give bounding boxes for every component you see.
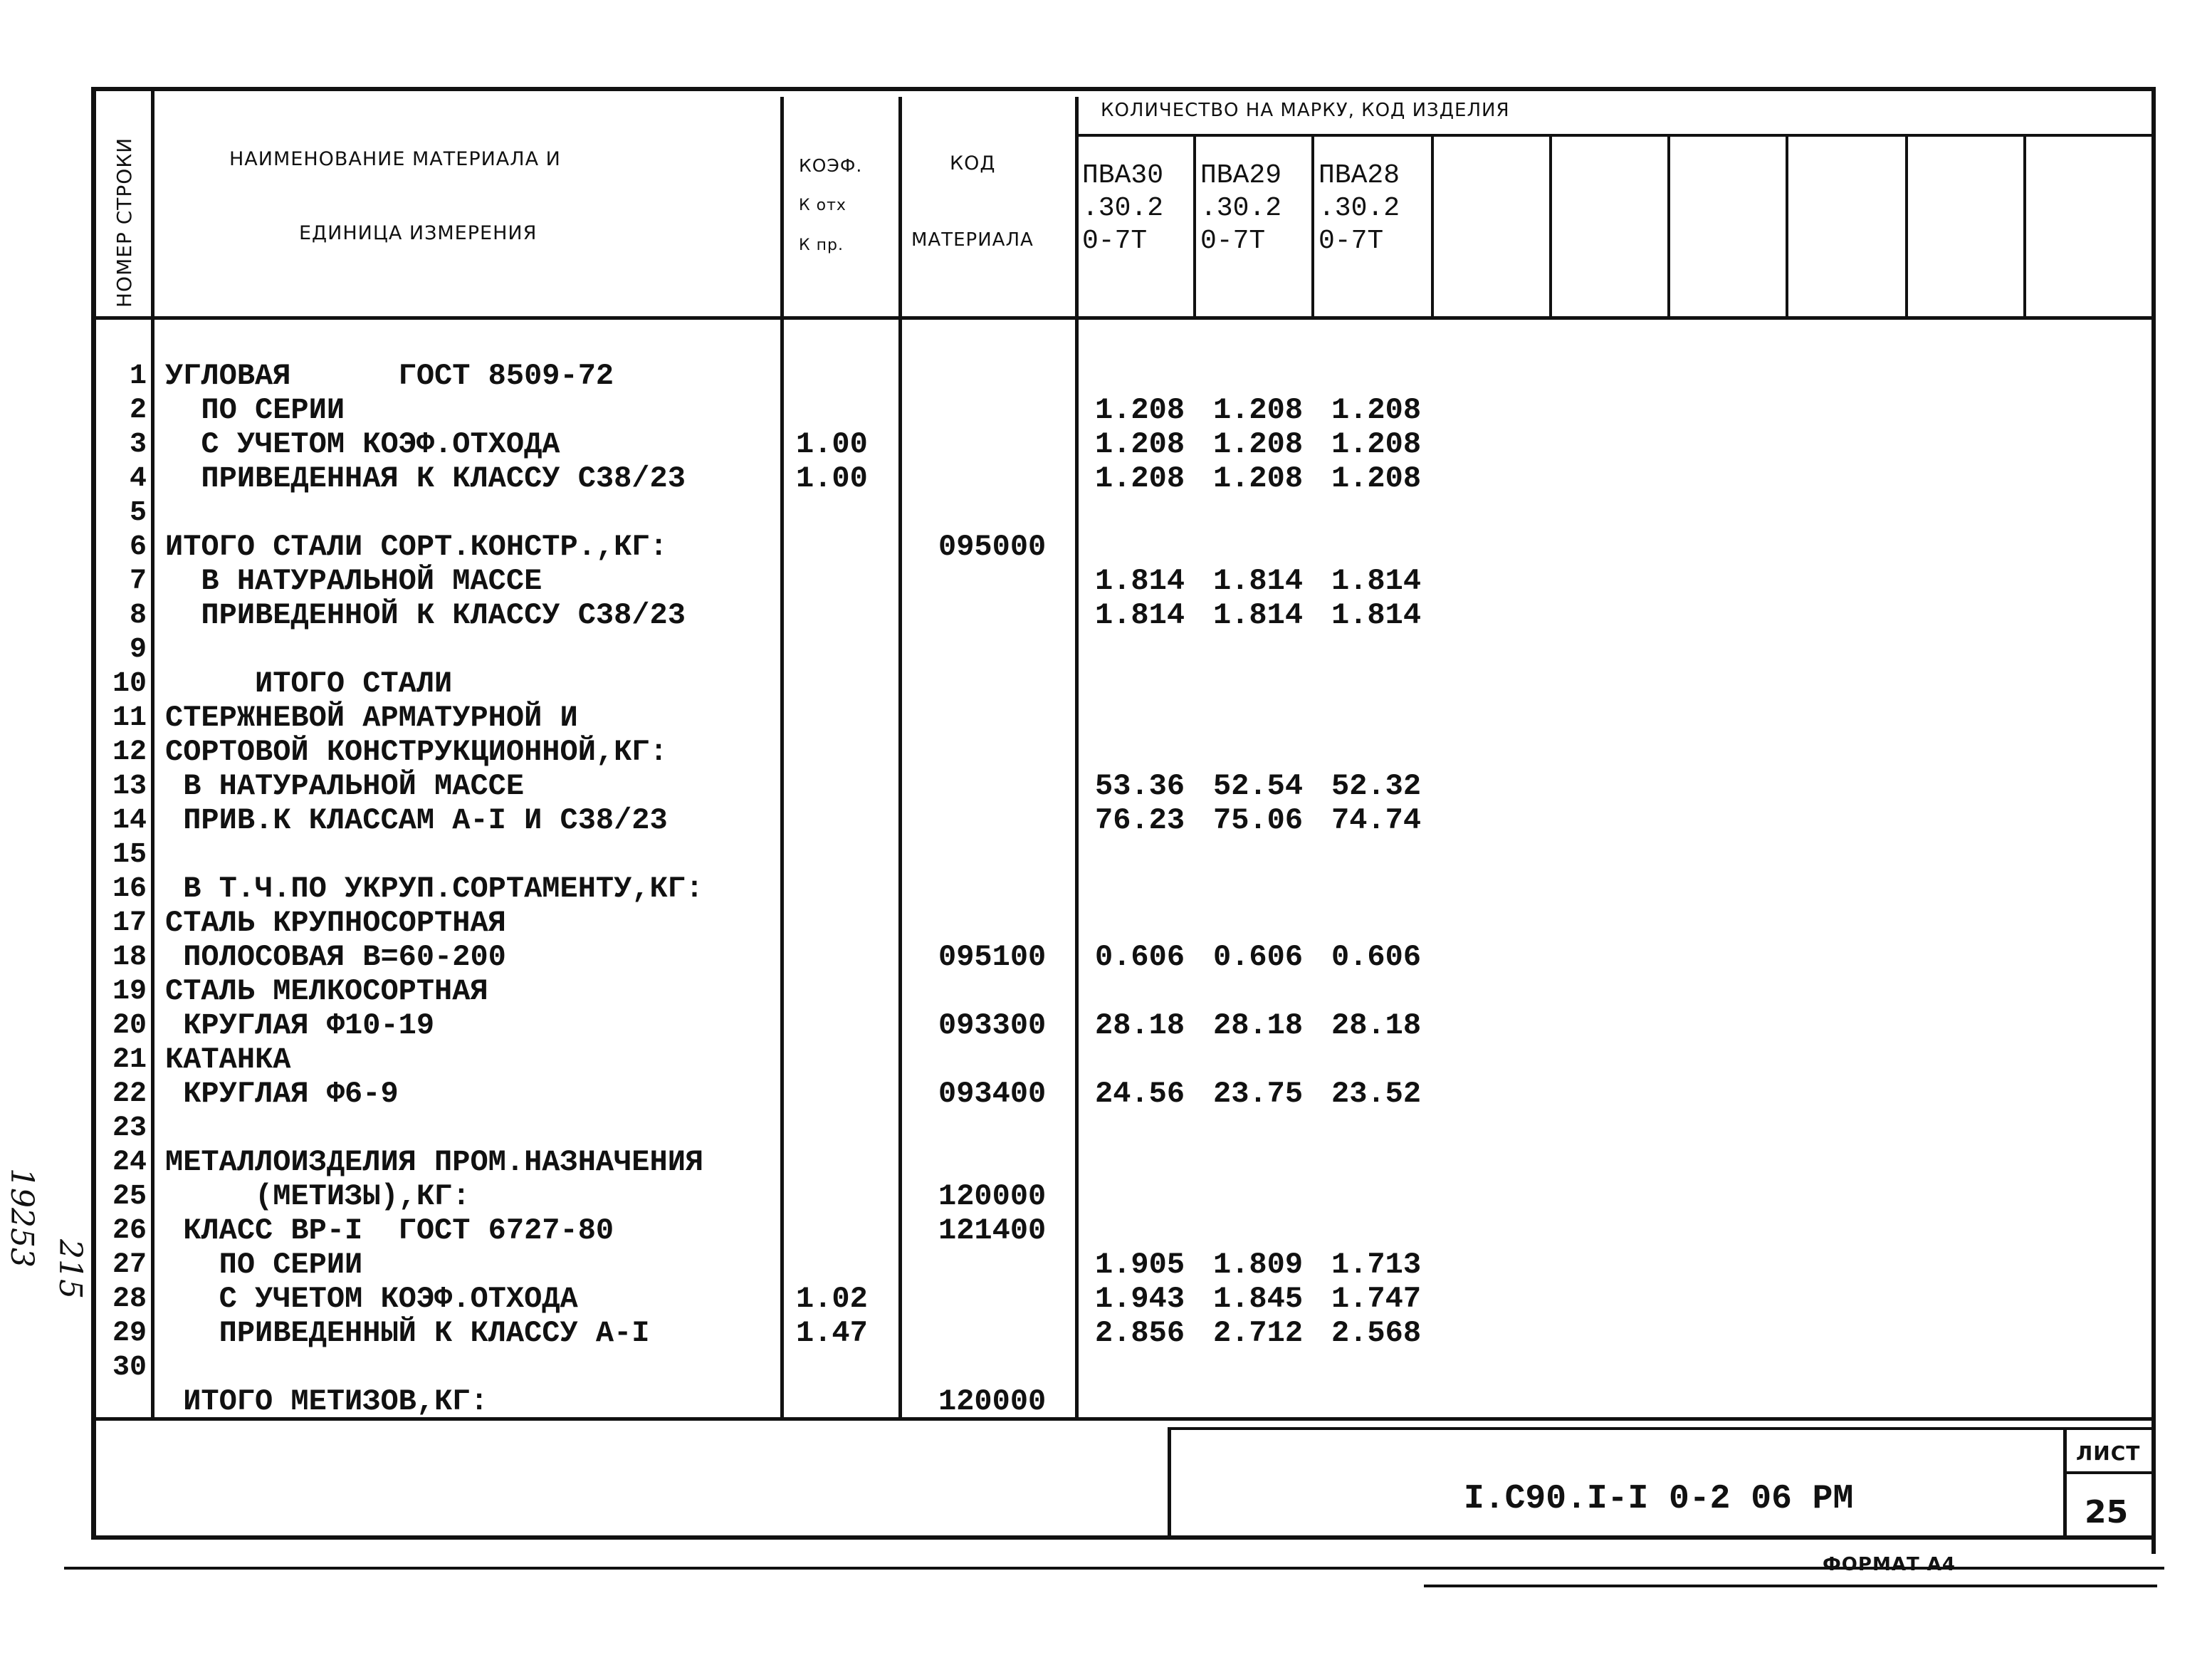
material-name: ПОЛОСОВАЯ В=60-200 (165, 940, 506, 974)
material-name: КАТАНКА (165, 1043, 291, 1077)
quantity-value-mark-3: 0.606 (1331, 940, 1422, 974)
quantity-value-mark-1: 1.208 (1095, 393, 1185, 427)
quantity-value-mark-1: 1.943 (1095, 1282, 1185, 1316)
material-name: ПРИВЕДЕННОЙ К КЛАССУ С38/23 (165, 598, 686, 632)
row-number: 8 (129, 600, 147, 632)
quantity-value-mark-2: 75.06 (1213, 803, 1304, 837)
row-number: 18 (112, 941, 147, 974)
row-number: 29 (112, 1317, 147, 1350)
row-number: 24 (112, 1147, 147, 1179)
material-name: ИТОГО МЕТИЗОВ,КГ: (165, 1384, 488, 1419)
row-number: 28 (112, 1283, 147, 1315)
frame-top (91, 87, 2156, 91)
quantity-value-mark-1: 76.23 (1095, 803, 1185, 837)
material-code: 120000 (938, 1384, 1047, 1419)
row-number: 9 (129, 634, 147, 666)
frame-left (91, 87, 96, 1540)
coef-header-line3: К пр. (799, 236, 844, 254)
quantity-value-mark-3: 52.32 (1331, 769, 1422, 803)
quantity-value-mark-2: 0.606 (1213, 940, 1304, 974)
sheet-number: 25 (2085, 1494, 2129, 1530)
material-name: СТАЛЬ КРУПНОСОРТНАЯ (165, 906, 506, 940)
quantity-value-mark-1: 28.18 (1095, 1008, 1185, 1043)
col-line-mark4 (1549, 135, 1552, 318)
quantity-value-mark-1: 1.905 (1095, 1248, 1185, 1282)
quantity-value-mark-3: 1.713 (1331, 1248, 1422, 1282)
row-number: 2 (129, 395, 147, 427)
material-code: 095100 (938, 940, 1047, 974)
quantity-value-mark-1: 53.36 (1095, 769, 1185, 803)
row-number: 23 (112, 1112, 147, 1144)
frame-right (2151, 87, 2156, 1554)
quantity-value-mark-2: 1.814 (1213, 564, 1304, 598)
quantity-value-mark-1: 0.606 (1095, 940, 1185, 974)
row-number: 21 (112, 1044, 147, 1076)
code-header-line2: МАТЕРИАЛА (911, 229, 1034, 251)
quantity-value-mark-1: 1.814 (1095, 564, 1185, 598)
material-name: СОРТОВОЙ КОНСТРУКЦИОННОЙ,КГ: (165, 735, 668, 769)
col-line-name (780, 97, 784, 1419)
quantity-value-mark-3: 23.52 (1331, 1077, 1422, 1111)
row-number: 12 (112, 736, 147, 768)
quantity-value-mark-3: 74.74 (1331, 803, 1422, 837)
sheet-cell-left (2063, 1427, 2067, 1538)
quantity-value-mark-2: 28.18 (1213, 1008, 1304, 1043)
row-number: 1 (129, 360, 147, 392)
quantity-value-mark-2: 1.208 (1213, 461, 1304, 496)
quantity-value-mark-3: 1.814 (1331, 564, 1422, 598)
material-name: В Т.Ч.ПО УКРУП.СОРТАМЕНТУ,КГ: (165, 872, 704, 906)
name-header-line1: НАИМЕНОВАНИЕ МАТЕРИАЛА И (229, 148, 561, 170)
row-number: 11 (112, 702, 147, 734)
col-line-mark2 (1311, 135, 1314, 318)
quantity-value-mark-1: 2.856 (1095, 1316, 1185, 1350)
row-number: 16 (112, 873, 147, 905)
material-name: В НАТУРАЛЬНОЙ МАССЕ (165, 769, 525, 803)
material-name: СТЕРЖНЕВОЙ АРМАТУРНОЙ И (165, 701, 578, 735)
material-name: СТАЛЬ МЕЛКОСОРТНАЯ (165, 974, 488, 1008)
material-name: ПО СЕРИИ (165, 1248, 363, 1282)
drawing-designation: I.С90.I-I 0-2 06 РМ (1464, 1480, 1854, 1518)
mark-1-header: ПВА30 .30.2 0-7Т (1082, 160, 1164, 256)
quantity-value-mark-2: 1.208 (1213, 427, 1304, 461)
col-line-coef (898, 97, 902, 1419)
material-name: В НАТУРАЛЬНОЙ МАССЕ (165, 564, 542, 598)
col-line-rownum (151, 87, 154, 1419)
stamp-divider (1168, 1427, 1171, 1538)
material-code: 093300 (938, 1008, 1047, 1043)
quantity-value-mark-1: 1.208 (1095, 461, 1185, 496)
stamp-inner-top (1168, 1427, 2156, 1430)
code-header-line1: КОД (950, 152, 996, 174)
quantity-value-mark-2: 1.845 (1213, 1282, 1304, 1316)
inventory-number: 19253 (4, 1168, 40, 1268)
material-name: КРУГЛАЯ Ф6-9 (165, 1077, 399, 1111)
quantity-value-mark-3: 1.814 (1331, 598, 1422, 632)
header-bottom-line (91, 316, 2156, 320)
sheet-cell-mid (2063, 1471, 2156, 1474)
coefficient-value: 1.00 (796, 427, 868, 461)
row-number: 13 (112, 771, 147, 803)
quantity-header: КОЛИЧЕСТВО НА МАРКУ, КОД ИЗДЕЛИЯ (1101, 100, 1510, 121)
col-line-mark7 (1905, 135, 1908, 318)
col-line-mark1 (1193, 135, 1196, 318)
material-name: ПО СЕРИИ (165, 393, 345, 427)
row-number: 30 (112, 1352, 147, 1384)
mark-2-header: ПВА29 .30.2 0-7Т (1200, 160, 1282, 256)
row-number: 15 (112, 839, 147, 871)
sheet-label: ЛИСТ (2076, 1441, 2141, 1465)
frame-bottom (91, 1535, 2156, 1540)
material-code: 120000 (938, 1179, 1047, 1213)
row-number: 14 (112, 805, 147, 837)
row-number: 7 (129, 565, 147, 597)
quantity-value-mark-2: 1.809 (1213, 1248, 1304, 1282)
material-name: ИТОГО СТАЛИ (165, 667, 453, 701)
col-line-code (1075, 97, 1079, 1419)
format-label: ФОРМАТ А4 (1823, 1554, 1956, 1575)
row-number: 25 (112, 1181, 147, 1213)
row-number: 26 (112, 1215, 147, 1247)
quantity-value-mark-1: 1.208 (1095, 427, 1185, 461)
row-number-header: НОМЕР СТРОКИ (112, 137, 136, 308)
row-number: 20 (112, 1010, 147, 1042)
quantity-value-mark-3: 1.747 (1331, 1282, 1422, 1316)
quantity-value-mark-2: 2.712 (1213, 1316, 1304, 1350)
coef-header-line2: К отх (799, 197, 846, 214)
material-name: С УЧЕТОМ КОЭФ.ОТХОДА (165, 1282, 578, 1316)
row-number: 10 (112, 668, 147, 700)
material-name: КЛАСС ВР-I ГОСТ 6727-80 (165, 1213, 614, 1248)
row-number: 19 (112, 976, 147, 1008)
material-name: МЕТАЛЛОИЗДЕЛИЯ ПРОМ.НАЗНАЧЕНИЯ (165, 1145, 704, 1179)
row-number: 5 (129, 497, 147, 529)
quantity-value-mark-1: 1.814 (1095, 598, 1185, 632)
material-code: 121400 (938, 1213, 1047, 1248)
row-number: 4 (129, 463, 147, 495)
material-code: 093400 (938, 1077, 1047, 1111)
quantity-header-line (1075, 134, 2156, 137)
quantity-value-mark-3: 1.208 (1331, 427, 1422, 461)
material-name: С УЧЕТОМ КОЭФ.ОТХОДА (165, 427, 560, 461)
quantity-value-mark-3: 1.208 (1331, 461, 1422, 496)
col-line-mark3 (1431, 135, 1434, 318)
coefficient-value: 1.00 (796, 461, 868, 496)
material-name: ПРИВЕДЕННЫЙ К КЛАССУ А-I (165, 1316, 650, 1350)
material-name: ПРИВЕДЕННАЯ К КЛАССУ С38/23 (165, 461, 686, 496)
sheet-bottom-edge-2 (1424, 1585, 2157, 1587)
row-number: 27 (112, 1249, 147, 1281)
quantity-value-mark-2: 1.814 (1213, 598, 1304, 632)
quantity-value-mark-2: 1.208 (1213, 393, 1304, 427)
material-code: 095000 (938, 530, 1047, 564)
coef-header-line1: КОЭФ. (799, 155, 863, 176)
quantity-value-mark-2: 23.75 (1213, 1077, 1304, 1111)
col-line-mark5 (1667, 135, 1670, 318)
quantity-value-mark-1: 24.56 (1095, 1077, 1185, 1111)
row-number: 3 (129, 429, 147, 461)
row-number: 17 (112, 907, 147, 939)
quantity-value-mark-3: 2.568 (1331, 1316, 1422, 1350)
material-name: ПРИВ.К КЛАССАМ А-I И С38/23 (165, 803, 668, 837)
col-line-mark6 (1786, 135, 1788, 318)
coefficient-value: 1.02 (796, 1282, 868, 1316)
material-name: ИТОГО СТАЛИ СОРТ.КОНСТР.,КГ: (165, 530, 668, 564)
material-name: КРУГЛАЯ Ф10-19 (165, 1008, 435, 1043)
material-name: (МЕТИЗЫ),КГ: (165, 1179, 471, 1213)
quantity-value-mark-3: 28.18 (1331, 1008, 1422, 1043)
col-line-mark8 (2023, 135, 2026, 318)
row-number: 22 (112, 1078, 147, 1110)
mark-3-header: ПВА28 .30.2 0-7Т (1319, 160, 1400, 256)
row-number: 6 (129, 531, 147, 563)
material-name: УГЛОВАЯ ГОСТ 8509-72 (165, 359, 614, 393)
margin-page-number: 215 (52, 1239, 88, 1299)
coefficient-value: 1.47 (796, 1316, 868, 1350)
name-header-line2: ЕДИНИЦА ИЗМЕРЕНИЯ (299, 222, 538, 244)
quantity-value-mark-2: 52.54 (1213, 769, 1304, 803)
quantity-value-mark-3: 1.208 (1331, 393, 1422, 427)
